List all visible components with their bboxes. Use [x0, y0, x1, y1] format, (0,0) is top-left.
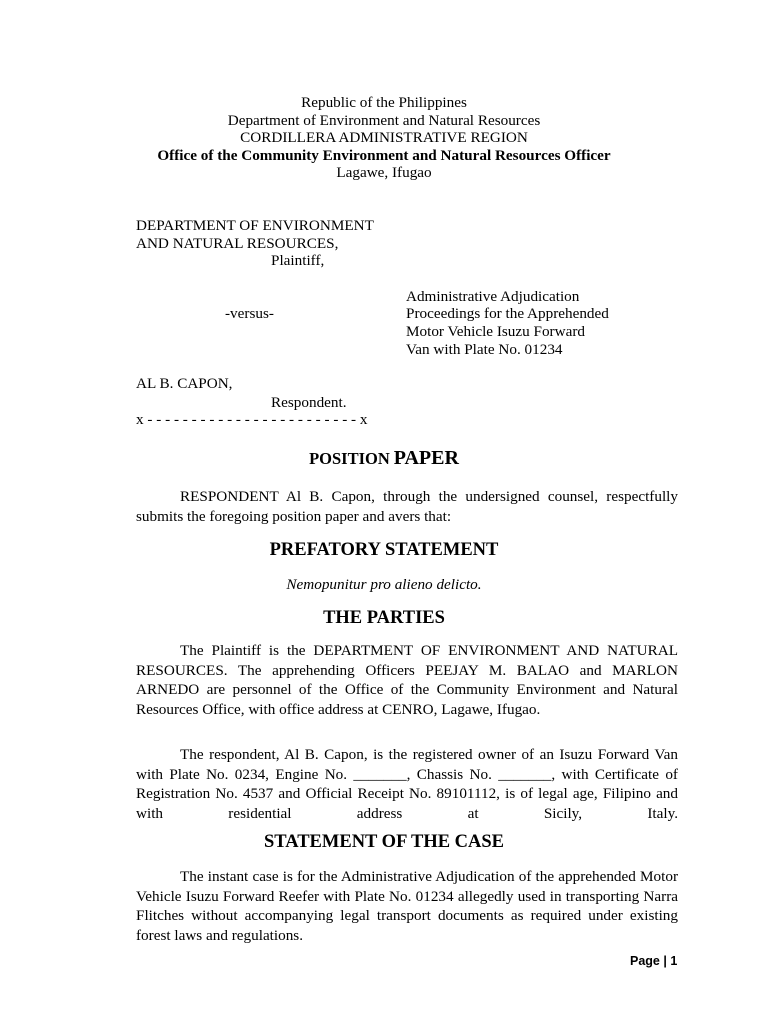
case-title-line4: Van with Plate No. 01234 — [406, 341, 563, 358]
case-heading: STATEMENT OF THE CASE — [263, 832, 505, 852]
respondent-name: AL B. CAPON, — [136, 375, 233, 392]
prefatory-heading: PREFATORY STATEMENT — [269, 540, 499, 560]
parties-text-1: The Plaintiff is the DEPARTMENT OF ENVIRONMENT AND NATURAL RESOURCES. The apprehending Officers PEEJAY M. BALAO and MARLON ARNEDO are personnel of the Office of the Community Environment and Natural Resources Office, with office address at CENRO, Lagawe, Ifugao. — [136, 642, 678, 718]
caption-separator: x - - - - - - - - - - - - - - - - - - - - - - - - x — [136, 411, 368, 428]
intro-text: RESPONDENT Al B. Capon, through the undersigned counsel, respectfully submits the foregoing position paper and avers that: — [136, 488, 678, 525]
plaintiff-role: Plaintiff, — [271, 252, 325, 269]
intro-paragraph — [136, 487, 678, 526]
title-part2: PAPER — [393, 447, 459, 469]
versus-label: -versus- — [225, 305, 274, 322]
parties-paragraph-1 — [136, 641, 678, 719]
header-region: CORDILLERA ADMINISTRATIVE REGION — [240, 129, 528, 146]
case-title-line3: Motor Vehicle Isuzu Forward — [406, 323, 585, 340]
page-number: Page | 1 — [630, 954, 678, 968]
case-paragraph-1 — [136, 867, 678, 945]
header-office: Office of the Community Environment and Natural Resources Officer — [157, 147, 611, 164]
plaintiff-name-line1: DEPARTMENT OF ENVIRONMENT — [136, 217, 374, 234]
parties-text-2: The respondent, Al B. Capon, is the registered owner of an Isuzu Forward Van with Plate No. 0234, Engine No. _______, Chassis No. _______, with Certificate of Registration No. 4537 and Official Receipt No. 89101112, is of legal age, Filipino and with residential address at Sicily, Italy. — [136, 746, 678, 822]
case-text-1: The instant case is for the Administrative Adjudication of the apprehended Motor Vehicle Isuzu Forward Reefer with Plate No. 01234 allegedly used in transporting Narra Flitches without accompanying legal transport documents as required under existing forest laws and regulations. — [136, 868, 678, 944]
case-title-line1: Administrative Adjudication — [406, 288, 580, 305]
parties-heading: THE PARTIES — [323, 608, 445, 628]
header-republic: Republic of the Philippines — [301, 94, 467, 111]
document-title — [0, 446, 768, 472]
respondent-role: Respondent. — [271, 394, 347, 411]
prefatory-quote: Nemopunitur pro alieno delicto. — [286, 576, 482, 593]
plaintiff-name-line2: AND NATURAL RESOURCES, — [136, 235, 339, 252]
header-location: Lagawe, Ifugao — [336, 164, 432, 181]
title-part1: POSITION — [309, 449, 390, 468]
case-title-line2: Proceedings for the Apprehended — [406, 305, 609, 322]
parties-paragraph-2 — [136, 745, 678, 823]
header-department: Department of Environment and Natural Resources — [227, 112, 541, 129]
